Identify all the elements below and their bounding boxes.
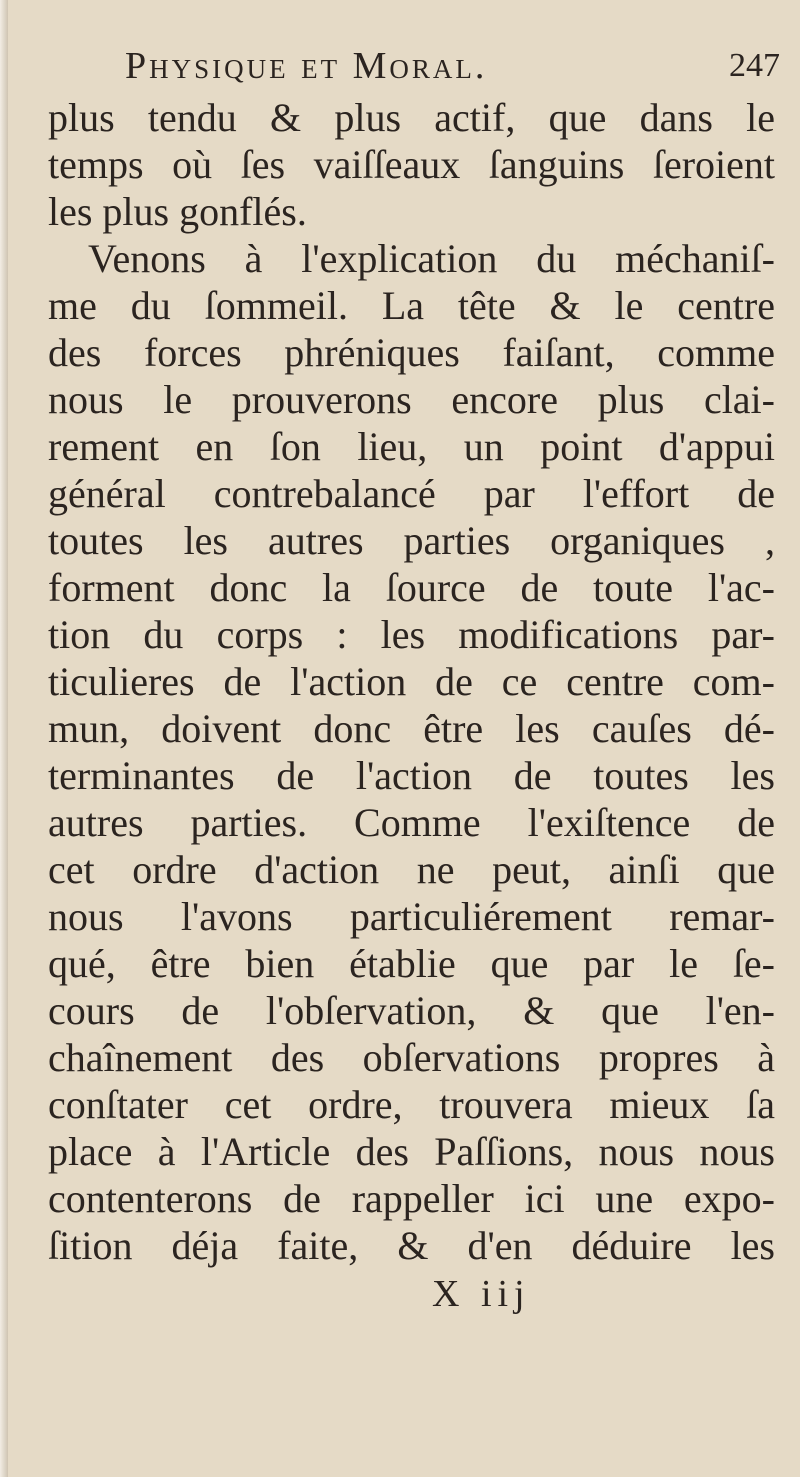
- text-line: plus tendu & plus actif, que dans le: [48, 95, 775, 140]
- text-line: temps où ſes vaiſſeaux ſanguins ſeroient: [48, 142, 775, 187]
- text-line: toutes les autres parties organiques ,: [48, 518, 775, 563]
- text-line: mun, doivent donc être les cauſes dé-: [48, 706, 775, 751]
- text-line: chaînement des obſervations propres à: [48, 1035, 775, 1080]
- text-line: conſtater cet ordre, trouvera mieux ſa: [48, 1082, 775, 1127]
- running-title: Physique et Moral.: [125, 45, 488, 87]
- running-header: [125, 44, 780, 88]
- text-line: me du ſommeil. La tête & le centre: [48, 283, 775, 328]
- text-line: ticulieres de l'action de ce centre com-: [48, 659, 775, 704]
- text-line: contenterons de rappeller ici une expo-: [48, 1176, 775, 1221]
- body-text: [48, 94, 775, 1269]
- page-number: 247: [729, 47, 780, 84]
- text-line: des forces phréniques faiſant, comme: [48, 330, 775, 375]
- text-line: cours de l'obſervation, & que l'en-: [48, 988, 775, 1033]
- signature-mark: X iij: [432, 1273, 531, 1315]
- text-line: tion du corps : les modifications par-: [48, 612, 775, 657]
- page-edge: [0, 0, 8, 1477]
- text-line: cet ordre d'action ne peut, ainſi que: [48, 847, 775, 892]
- text-line: forment donc la ſource de toute l'ac-: [48, 565, 775, 610]
- text-line: place à l'Article des Paſſions, nous nous: [48, 1129, 775, 1174]
- text-line: nous l'avons particuliérement remar-: [48, 894, 775, 939]
- text-line: les plus gonflés.: [48, 189, 307, 234]
- text-line: terminantes de l'action de toutes les: [48, 753, 775, 798]
- text-line: autres parties. Comme l'exiſtence de: [48, 800, 775, 845]
- text-line: général contrebalancé par l'effort de: [48, 471, 775, 516]
- text-line: Venons à l'explication du méchaniſ-: [88, 236, 775, 281]
- text-line: rement en ſon lieu, un point d'appui: [48, 424, 775, 469]
- text-line: qué, être bien établie que par le ſe-: [48, 941, 775, 986]
- text-line: ſition déja faite, & d'en déduire les: [48, 1223, 775, 1268]
- text-line: nous le prouverons encore plus clai-: [48, 377, 775, 422]
